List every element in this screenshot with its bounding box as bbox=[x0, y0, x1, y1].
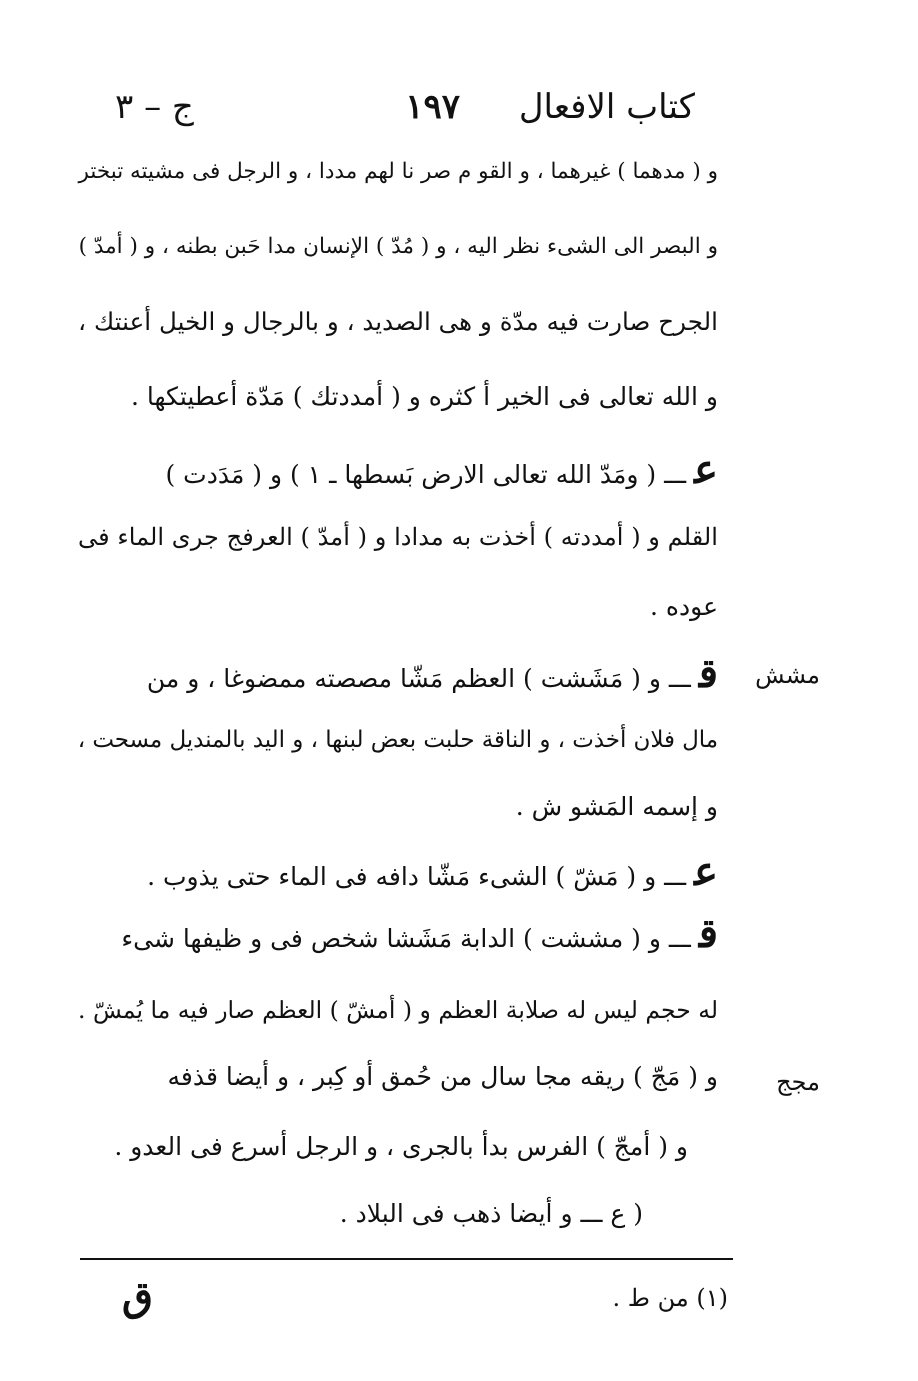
text-line-5: عـــ ( ومَدّ الله تعالى الارض بَسطها ـ ١ ) و ( مَدَدت ) bbox=[165, 446, 718, 493]
text-line-12: قـــ و ( مششت ) الدابة مَشَشا شخص فى و ظيفها شىء bbox=[121, 910, 718, 957]
volume-label: ج – ٣ bbox=[115, 87, 194, 127]
text-line-9: مال فلان أخذت ، و الناقة حلبت بعض لبنها ، و اليد بالمنديل مسحت ، bbox=[77, 727, 718, 753]
margin-root-mjj: مجج bbox=[776, 1068, 820, 1096]
text-line-13: له حجم ليس له صلابة العظم و ( أمشّ ) العظم صار فيه ما يُمشّ . bbox=[78, 996, 718, 1024]
text-line-8: قـــ و ( مَشَشت ) العظم مَشّا مصصته ممضوغا ، و من bbox=[146, 650, 718, 697]
book-title: كتاب الافعال bbox=[518, 87, 695, 127]
text-line-3: الجرح صارت فيه مدّة و هى الصديد ، و بالرجال و الخيل أعنتك ، bbox=[78, 307, 718, 336]
text-line-14: و ( مَجّ ) ريقه مجا سال من حُمق أو كِبر ، و أيضا قذفه bbox=[167, 1062, 718, 1091]
footnote: (١) من ط . bbox=[612, 1284, 728, 1312]
text-line-10: و إسمه المَشو ش . bbox=[515, 792, 718, 821]
text-line-6: القلم و ( أمددته ) أخذت به مدادا و ( أمدّ ) العرفج جرى الماء فى bbox=[78, 523, 718, 551]
text-line-7: عوده . bbox=[650, 592, 718, 621]
text-line-4: و الله تعالى فى الخير أ كثره و ( أمددتك ) مَدّة أعطيتكها . bbox=[131, 382, 718, 411]
page-number: ١٩٧ bbox=[405, 87, 460, 127]
text-line-2: و البصر الى الشىء نظر اليه ، و ( مُدّ ) الإنسان مدا حَبن بطنه ، و ( أمدّ ) bbox=[78, 234, 718, 259]
text-line-15: و ( أمجّ ) الفرس بدأ بالجرى ، و الرجل أسرع فى العدو . bbox=[114, 1132, 688, 1161]
text-line-11: عـــ و ( مَشّ ) الشىء مَشّا دافه فى الماء حتى يذوب . bbox=[147, 848, 718, 895]
signature-mark: ق bbox=[122, 1273, 154, 1320]
margin-root-mshsh: مشش bbox=[755, 661, 820, 689]
text-line-1: و ( مدهما ) غيرهما ، و القو م صر نا لهم مددا ، و الرجل فى مشيته تبختر bbox=[78, 159, 718, 184]
footnote-divider bbox=[80, 1258, 733, 1260]
page-header bbox=[95, 82, 695, 142]
text-line-16: ( ع ـــ و أيضا ذهب فى البلاد . bbox=[339, 1199, 643, 1228]
